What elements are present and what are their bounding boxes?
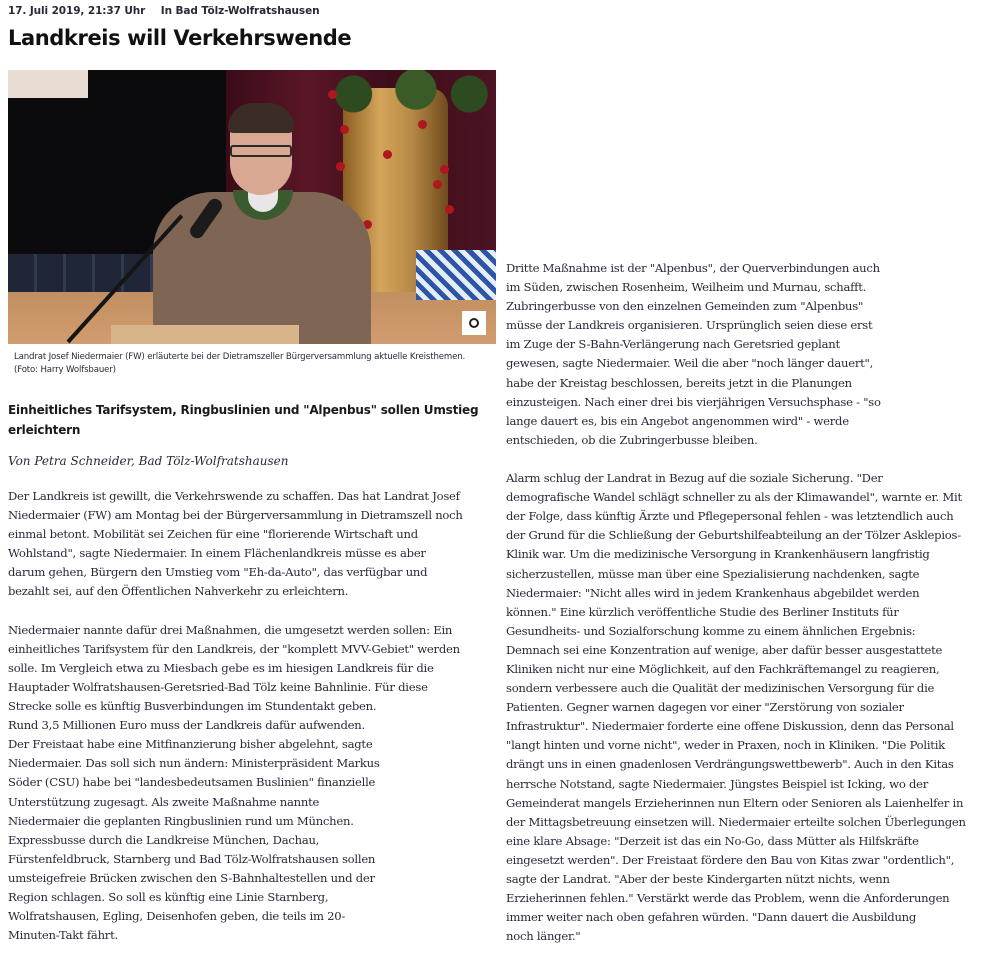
- ornament: [383, 150, 392, 159]
- photo-gifts: [416, 250, 496, 300]
- article-subheadline: Einheitliches Tarifsystem, Ringbuslinien und "Alpenbus" sollen Umstieg erleichtern: [8, 403, 479, 437]
- text-line: eingesetzt werden". Der Freistaat fördere den Bau von Kitas zwar "ordentlich",: [506, 852, 955, 867]
- text-line: Hauptader Wolfratshausen-Geretsried-Bad Tölz keine Bahnlinie. Für diese: [8, 679, 428, 694]
- text-line: drängt uns in einen gnadenlosen Verdrängungswettbewerb". Auch in den Kitas: [506, 757, 954, 772]
- caption-credit: (Foto: Harry Wolfsbauer): [14, 365, 116, 375]
- photo-garland: [318, 70, 496, 118]
- text-line: Erzieherinnen fehlen." Verstärkt werde das Problem, wenn die Anforderungen: [506, 891, 950, 906]
- text-line: sagte der Landrat. "Aber der beste Kindergarten nützt nichts, wenn: [506, 872, 890, 886]
- text-line: immer weiter nach oben gefahren würden. "Dann dauert die Ausbildung: [506, 910, 917, 925]
- text-line: entschieden, ob die Zubringerbusse bleiben.: [506, 432, 758, 447]
- text-line: bezahlt sei, auf den Öffentlichen Nahverkehr zu erleichtern.: [8, 584, 349, 599]
- paragraph: [8, 621, 498, 946]
- circle-expand-icon: [469, 318, 479, 328]
- text-line: Wohlstand", sagte Niedermaier. In einem Flächenlandkreis müsse es aber: [8, 546, 426, 561]
- ornament: [340, 125, 349, 134]
- article-title: Landkreis will Verkehrswende: [8, 26, 352, 50]
- article-body-left: [8, 487, 498, 956]
- text-line: Gesundheits- und Sozialforschung komme zu einem ähnlichen Ergebnis:: [506, 623, 916, 638]
- text-line: Niedermaier. Das soll sich nun ändern: Ministerpräsident Markus: [8, 756, 380, 771]
- photo-person-glasses: [230, 145, 292, 157]
- text-line: im Zuge der S-Bahn-Verlängerung nach Geretsried geplant: [506, 337, 840, 352]
- text-line: sondern verbessere auch die Qualität der medizinischen Versorgung für die: [506, 681, 935, 696]
- text-line: Dritte Maßnahme ist der "Alpenbus", der Querverbindungen auch: [506, 261, 880, 275]
- text-line: sicherzustellen, müsse man über eine Spezialisierung nachdenken, sagte: [506, 566, 920, 581]
- text-line: Patienten. Gegner warnen dagegen vor einer "Zerstörung von sozialer: [506, 700, 904, 715]
- paragraph: [8, 487, 498, 602]
- text-line: Alarm schlug der Landrat in Bezug auf die soziale Sicherung. "Der: [506, 471, 883, 486]
- text-line: Expressbusse durch die Landkreise München, Dachau,: [8, 832, 320, 847]
- text-line: Infrastruktur". Niedermaier forderte eine offene Diskussion, denn das Personal: [506, 719, 954, 734]
- text-line: Niedermaier (FW) am Montag bei der Bürgerversammlung in Dietramszell noch: [8, 508, 463, 523]
- text-line: Niedermaier die geplanten Ringbuslinien rund um München.: [8, 813, 354, 828]
- text-line: der Folge, dass künftig Ärzte und Pflegepersonal fehlen - was letztendlich auch: [506, 509, 954, 524]
- article-body-right: [506, 259, 998, 956]
- text-line: Der Freistaat habe eine Mitfinanzierung bisher abgelehnt, sagte: [8, 737, 373, 752]
- text-line: Wolfratshausen, Egling, Deisenhofen geben, die teils im 20-: [8, 909, 346, 924]
- text-line: eine klare Absage: "Derzeit ist das ein No-Go, dass Mütter als Hilfskräfte: [506, 833, 919, 848]
- text-line: habe der Kreistag beschlossen, bereits jetzt in die Planungen: [506, 375, 852, 390]
- text-line: herrsche Notstand, sagte Niedermaier. Jüngstes Beispiel ist Icking, wo der: [506, 776, 929, 791]
- text-line: lange dauert es, bis ein Angebot angenommen wird" - werde: [506, 413, 849, 428]
- text-line: müsse der Landkreis organisieren. Ursprünglich seien diese erst: [506, 318, 873, 333]
- text-line: Niedermaier: "Nicht alles wird in jedem Krankenhaus abgebildet werden: [506, 585, 920, 600]
- text-line: Region schlagen. So soll es künftig eine Linie Starnberg,: [8, 889, 329, 904]
- text-line: Zubringerbusse von den einzelnen Gemeinden zum "Alpenbus": [506, 299, 864, 314]
- text-line: darum gehen, Bürgern den Umstieg vom "Eh-da-Auto", das verfügbar und: [8, 565, 428, 580]
- text-line: Gemeinderat mangels Erzieherinnen nun Eltern oder Senioren als Laienhelfer in: [506, 795, 964, 810]
- text-line: der Mittagsbetreuung einsetzen will. Niedermaier erteilte solchen Überlegungen: [506, 814, 966, 829]
- text-line: "langt hinten und vorne nicht", weder in Praxen, noch in Kliniken. "Die Politik: [506, 738, 945, 753]
- text-line: solle. Im Vergleich etwa zu Miesbach gebe es im hiesigen Landkreis für die: [8, 660, 434, 675]
- photo-screen: [8, 70, 88, 98]
- text-line: Kliniken nicht nur eine Möglichkeit, auf den Fachkräftemangel zu reagieren,: [506, 661, 940, 676]
- text-line: einzusteigen. Nach einer drei bis vierjährigen Versuchsphase - "so: [506, 394, 881, 409]
- article-date: 17. Juli 2019, 21:37 Uhr: [8, 5, 146, 17]
- image-fullscreen-button[interactable]: [462, 311, 486, 335]
- text-line: Strecke solle es künftig Busverbindungen im Stundentakt geben.: [8, 699, 377, 714]
- text-line: demografische Wandel schlägt schneller zu als der Klimawandel", warnte er. Mit: [506, 490, 962, 505]
- text-line: können." Eine kürzlich veröffentliche Studie des Berliner Instituts für: [506, 604, 899, 619]
- ornament: [445, 205, 454, 214]
- article-location-link[interactable]: In Bad Tölz-Wolfratshausen: [160, 5, 320, 17]
- ornament: [336, 162, 345, 171]
- text-line: Fürstenfeldbruck, Starnberg und Bad Tölz-Wolfratshausen sollen: [8, 851, 376, 866]
- text-line: im Süden, zwischen Rosenheim, Weilheim und Murnau, schafft.: [506, 280, 867, 295]
- photo-caption: [14, 351, 494, 377]
- photo-lectern: [111, 325, 299, 344]
- text-line: Söder (CSU) habe bei "landesbedeutsamen Buslinien" finanzielle: [8, 775, 376, 790]
- text-line: Der Landkreis ist gewillt, die Verkehrswende zu schaffen. Das hat Landrat Josef: [8, 489, 460, 503]
- text-line: noch länger.": [506, 929, 581, 944]
- text-line: Minuten-Takt fährt.: [8, 928, 118, 943]
- photo-person-hair: [228, 103, 294, 133]
- ornament: [433, 180, 442, 189]
- paragraph: [506, 469, 998, 946]
- text-line: Unterstützung zugesagt. Als zweite Maßnahme nannte: [8, 794, 320, 809]
- text-line: gewesen, sagte Niedermaier. Weil die aber "noch länger dauert",: [506, 356, 874, 371]
- text-line: Klinik war. Um die medizinische Versorgung in Krankenhäusern langfristig: [506, 547, 930, 562]
- article-photo[interactable]: [8, 70, 496, 344]
- ornament: [328, 90, 337, 99]
- paragraph: [506, 259, 998, 450]
- ornament: [418, 120, 427, 129]
- caption-text: Landrat Josef Niedermaier (FW) erläuterte bei der Dietramszeller Bürgerversammlung aktuelle Kreisthemen.: [14, 352, 466, 362]
- text-line: einmal betont. Mobilität sei Zeichen für eine "florierende Wirtschaft und: [8, 527, 418, 542]
- text-line: Demnach sei eine Konzentration auf wenige, aber dafür besser ausgestattete: [506, 642, 943, 657]
- text-line: der Grund für die Schließung der Geburtshilfeabteilung an der Tölzer Asklepios-: [506, 528, 961, 543]
- article-byline: Von Petra Schneider, Bad Tölz-Wolfratshausen: [8, 454, 289, 468]
- ornament: [440, 165, 449, 174]
- text-line: einheitliches Tarifsystem für den Landkreis, der "komplett MVV-Gebiet" werden: [8, 641, 460, 656]
- text-line: Niedermaier nannte dafür drei Maßnahmen, die umgesetzt werden sollen: Ein: [8, 622, 453, 637]
- text-line: Rund 3,5 Millionen Euro muss der Landkreis dafür aufwenden.: [8, 718, 365, 733]
- text-line: umsteigefreie Brücken zwischen den S-Bahnhaltestellen und der: [8, 870, 375, 885]
- article-meta: [8, 5, 319, 17]
